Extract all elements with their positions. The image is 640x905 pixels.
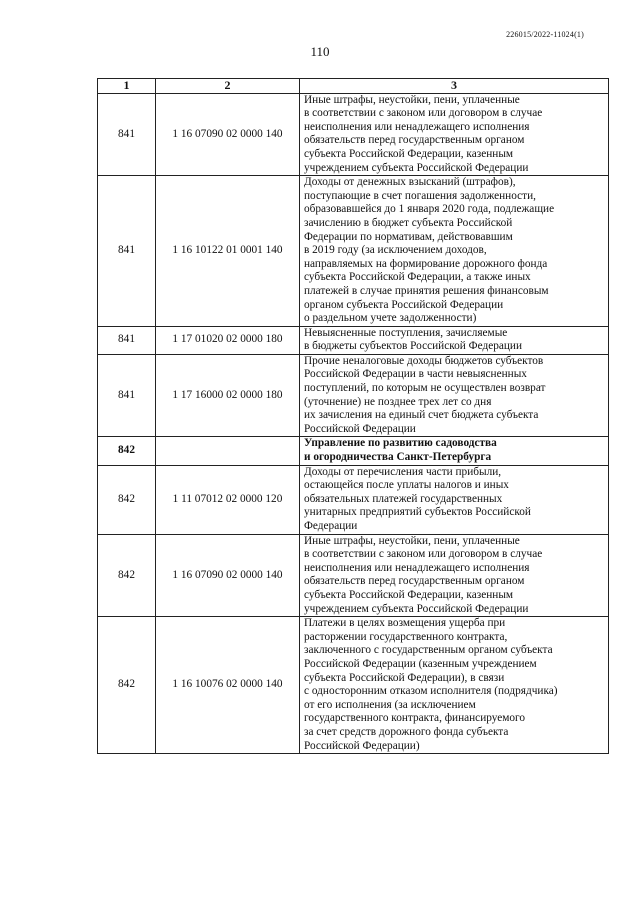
description-line: Иные штрафы, неустойки, пени, уплаченные xyxy=(304,93,520,106)
description-line: обязательных платежей государственных xyxy=(304,492,503,505)
description-line: с односторонним отказом исполнителя (подрядчика) xyxy=(304,685,558,698)
admin-code-cell: 842 xyxy=(98,617,156,754)
table-row xyxy=(98,176,609,327)
description-cell xyxy=(300,176,609,327)
description-line: субъекта Российской Федерации), в связи xyxy=(304,671,505,684)
admin-code-cell: 841 xyxy=(98,354,156,437)
description-line: их зачисления на единый счет бюджета субъекта xyxy=(304,409,539,422)
description-line: Доходы от перечисления части прибыли, xyxy=(304,465,502,478)
admin-code-cell: 841 xyxy=(98,176,156,327)
description-cell xyxy=(300,617,609,754)
document-id: 226015/2022-11024(1) xyxy=(506,30,584,39)
table-row xyxy=(98,617,609,754)
table-row xyxy=(98,354,609,437)
admin-code-cell: 842 xyxy=(98,437,156,465)
description-line: неисполнения или ненадлежащего исполнения xyxy=(304,120,530,133)
description-line: субъекта Российской Федерации, а также иных xyxy=(304,271,531,284)
description-line: субъекта Российской Федерации, казенным xyxy=(304,588,514,601)
table-header-row xyxy=(98,79,609,94)
description-line: учреждением субъекта Российской Федерации xyxy=(304,161,529,174)
description-line: заключенного с государственным органом субъекта xyxy=(304,644,553,657)
description-line: от его исполнения (за исключением xyxy=(304,698,476,711)
description-cell xyxy=(300,93,609,176)
revenue-codes-table xyxy=(97,78,609,754)
revenue-code-cell: 1 17 01020 02 0000 180 xyxy=(156,326,300,354)
table-row xyxy=(98,465,609,534)
table-section-row xyxy=(98,437,609,465)
description-line: в 2019 году (за исключением доходов, xyxy=(304,244,487,257)
description-line: остающейся после уплаты налогов и иных xyxy=(304,479,509,492)
description-line: субъекта Российской Федерации, казенным xyxy=(304,147,514,160)
description-line: Иные штрафы, неустойки, пени, уплаченные xyxy=(304,534,520,547)
description-line: поступающие в счет погашения задолженности, xyxy=(304,189,536,202)
description-line: Российской Федерации) xyxy=(304,739,420,752)
revenue-code-cell: 1 16 10122 01 0001 140 xyxy=(156,176,300,327)
column-header-3: 3 xyxy=(300,79,609,94)
description-line: обязательств перед государственным органом xyxy=(304,575,525,588)
description-line: учреждением субъекта Российской Федерации xyxy=(304,602,529,615)
description-line: расторжении государственного контракта, xyxy=(304,630,508,643)
revenue-code-cell: 1 16 07090 02 0000 140 xyxy=(156,93,300,176)
description-line: платежей в случае принятия решения финансовым xyxy=(304,284,549,297)
description-line: государственного контракта, финансируемого xyxy=(304,712,526,725)
revenue-code-cell: 1 16 10076 02 0000 140 xyxy=(156,617,300,754)
table-row xyxy=(98,326,609,354)
description-cell xyxy=(300,354,609,437)
revenue-code-cell xyxy=(156,437,300,465)
description-line: Платежи в целях возмещения ущерба при xyxy=(304,617,506,630)
description-line: неисполнения или ненадлежащего исполнения xyxy=(304,561,530,574)
description-line: о раздельном учете задолженности) xyxy=(304,312,477,325)
description-line: в бюджеты субъектов Российской Федерации xyxy=(304,340,523,353)
description-line: в соответствии с законом или договором в случае xyxy=(304,548,543,561)
admin-code-cell: 841 xyxy=(98,326,156,354)
description-cell xyxy=(300,326,609,354)
description-line: образовавшейся до 1 января 2020 года, подлежащие xyxy=(304,203,555,216)
column-header-2: 2 xyxy=(156,79,300,94)
description-line: Российской Федерации в части невыясненных xyxy=(304,368,527,381)
description-cell xyxy=(300,465,609,534)
description-line: обязательств перед государственным органом xyxy=(304,134,525,147)
description-cell xyxy=(300,437,609,465)
description-line: направляемых на формирование дорожного фонда xyxy=(304,257,548,270)
description-line: Прочие неналоговые доходы бюджетов субъектов xyxy=(304,354,544,367)
description-line: Управление по развитию садоводства xyxy=(304,437,497,450)
column-header-1: 1 xyxy=(98,79,156,94)
revenue-code-cell: 1 17 16000 02 0000 180 xyxy=(156,354,300,437)
description-line: зачислению в бюджет субъекта Российской xyxy=(304,216,513,229)
description-line: Федерации xyxy=(304,520,358,532)
description-cell xyxy=(300,534,609,617)
description-line: за счет средств дорожного фонда субъекта xyxy=(304,725,509,738)
description-line: органом субъекта Российской Федерации xyxy=(304,298,504,311)
description-line: в соответствии с законом или договором в случае xyxy=(304,107,543,120)
description-line: Федерации по нормативам, действовавшим xyxy=(304,230,513,243)
admin-code-cell: 842 xyxy=(98,534,156,617)
page-number: 110 xyxy=(310,44,330,59)
table-row xyxy=(98,93,609,176)
description-line: Российской Федерации xyxy=(304,422,416,435)
description-line: Невыясненные поступления, зачисляемые xyxy=(304,326,508,339)
revenue-code-cell: 1 11 07012 02 0000 120 xyxy=(156,465,300,534)
description-line: Российской Федерации (казенным учреждением xyxy=(304,657,537,670)
description-line: (уточнение) не позднее трех лет со дня xyxy=(304,395,492,408)
admin-code-cell: 841 xyxy=(98,93,156,176)
description-line: унитарных предприятий субъектов Российской xyxy=(304,506,531,519)
revenue-code-cell: 1 16 07090 02 0000 140 xyxy=(156,534,300,617)
description-line: поступлений, по которым не осуществлен возврат xyxy=(304,382,546,395)
description-line: Доходы от денежных взысканий (штрафов), xyxy=(304,176,516,189)
admin-code-cell: 842 xyxy=(98,465,156,534)
table-row xyxy=(98,534,609,617)
description-line: и огородничества Санкт-Петербурга xyxy=(304,451,492,464)
